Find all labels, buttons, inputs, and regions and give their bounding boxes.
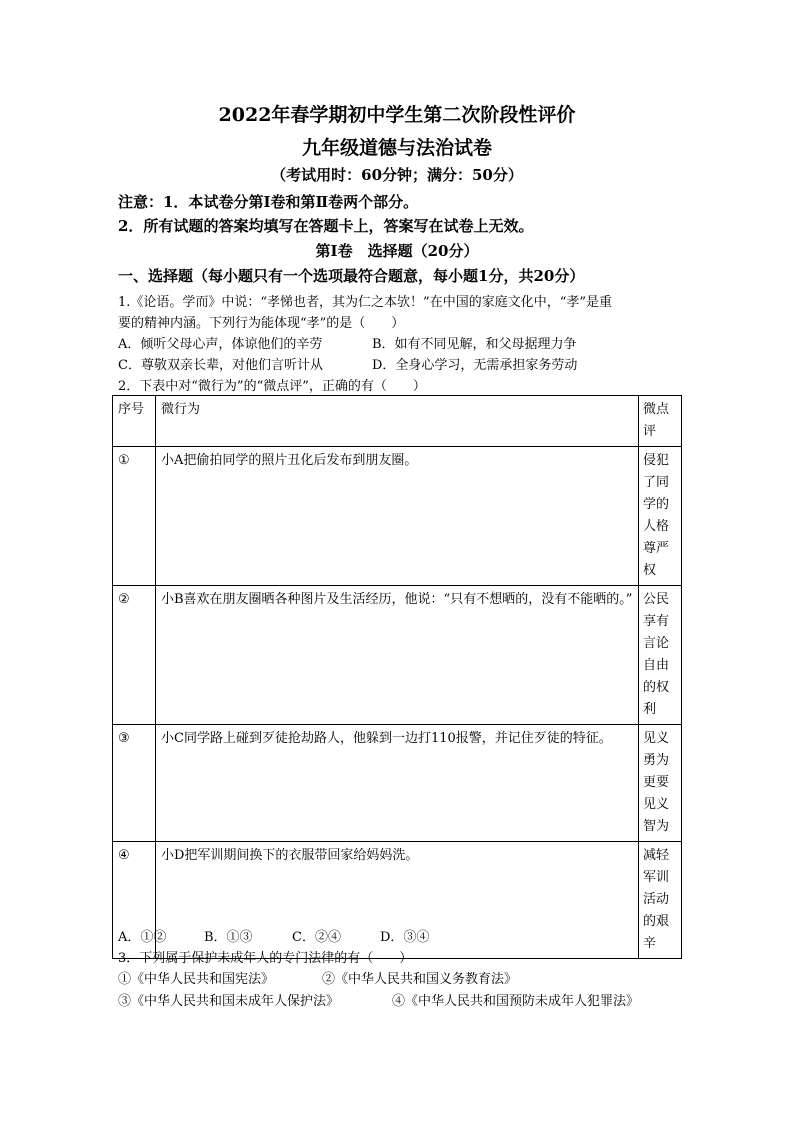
q3-option-1: ①《中华人民共和国宪法》 [118,972,275,987]
table-row [113,586,682,725]
q1-option-c: C．尊敬双亲长辈，对他们言听计从 [118,358,323,373]
q2-option-b: B．①③ [204,930,253,945]
row-index: ③ [113,725,156,842]
q2-stem: 2．下表中对“微行为”的“微点评”，正确的有（ ） [118,379,426,394]
q2-option-d: D．③④ [380,930,430,945]
row-comment: 见义勇为更要见义智为 [639,725,682,842]
q2-option-a: A．①② [118,930,167,945]
row-comment: 减轻军训活动的艰辛 [639,842,682,959]
table-row [113,725,682,842]
q2-table [112,395,682,959]
exam-title: 2022年春学期初中学生第二次阶段性评价 [218,104,576,126]
header-behavior: 微行为 [156,396,639,447]
q3-option-3: ③《中华人民共和国未成年人保护法》 [118,994,340,1009]
q1-stem-line2: 要的精神内涵。下列行为能体现“孝”的是（ ） [118,316,405,331]
header-comment: 微点评 [639,396,682,447]
row-behavior: 小D把军训期间换下的衣服带回家给妈妈洗。 [156,842,639,959]
q3-stem: 3．下列属于保护未成年人的专门法律的有（ ） [118,951,413,966]
section1-title: 一、选择题（每小题只有一个选项最符合题意，每小题1分，共20分） [118,267,585,285]
part1-title: 第Ⅰ卷 选择题（20分） [315,242,479,260]
q1-option-d: D．全身心学习，无需承担家务劳动 [372,358,578,373]
note-1: 注意：1．本试卷分第Ⅰ卷和第Ⅱ卷两个部分。 [118,193,419,211]
row-behavior: 小A把偷拍同学的照片丑化后发布到朋友圈。 [156,447,639,586]
row-index: ① [113,447,156,586]
header-index: 序号 [113,396,156,447]
row-behavior: 小B喜欢在朋友圈晒各种图片及生活经历，他说：“只有不想晒的，没有不能晒的。” [156,586,639,725]
table-row [113,447,682,586]
row-behavior: 小C同学路上碰到歹徒抢劫路人，他躲到一边打110报警，并记住歹徒的特征。 [156,725,639,842]
table-header-row [113,396,682,447]
exam-subtitle: 九年级道德与法治试卷 [301,137,492,159]
q1-option-b: B．如有不同见解，和父母据理力争 [372,337,577,352]
row-comment: 公民享有言论自由的权利 [639,586,682,725]
row-comment: 侵犯了同学的人格尊严权 [639,447,682,586]
q3-option-2: ②《中华人民共和国义务教育法》 [322,972,518,987]
q1-option-a: A．倾听父母心声，体谅他们的辛劳 [118,337,323,352]
row-index: ④ [113,842,156,959]
q2-option-c: C．②④ [292,930,341,945]
note-2: 2．所有试题的答案均填写在答题卡上，答案写在试卷上无效。 [118,217,534,235]
q1-stem-line1: 1.《论语。学而》中说：“孝悌也者，其为仁之本欤！”在中国的家庭文化中，“孝”是重 [118,295,612,310]
row-index: ② [113,586,156,725]
exam-info: （考试用时：60分钟；满分：50分） [271,166,523,184]
q3-option-4: ④《中华人民共和国预防未成年人犯罪法》 [392,994,640,1009]
